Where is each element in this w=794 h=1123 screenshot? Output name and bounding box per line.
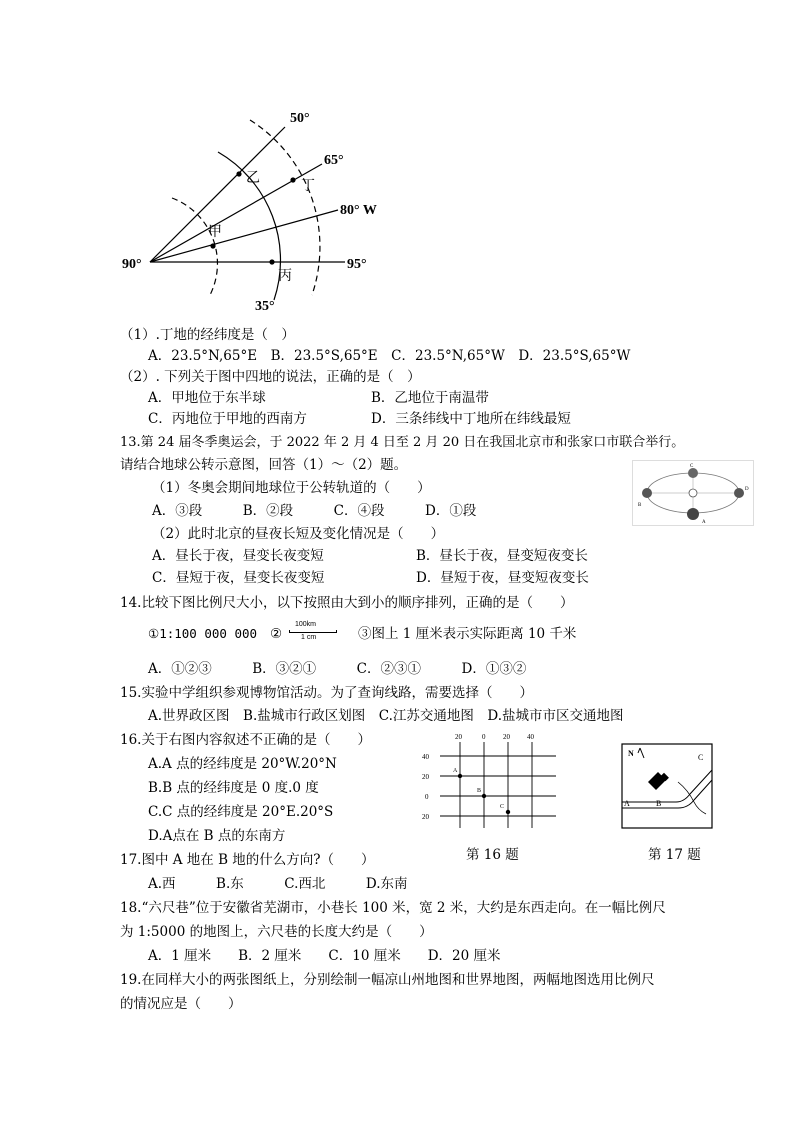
point-yi <box>236 171 241 176</box>
label-ding: 丁 <box>301 179 315 194</box>
caption-q16: 第 16 题 <box>466 847 519 863</box>
earth-orbit-diagram <box>632 460 754 526</box>
label-50: 50° <box>290 111 310 126</box>
scale-bottom-label: 1 cm <box>301 634 317 641</box>
label-95: 95° <box>347 257 367 272</box>
q11-sub2-option-d: D．三条纬线中丁地所在纬线最短 <box>371 411 571 427</box>
label-35: 35° <box>255 299 275 314</box>
q15-options: A.世界政区图 B.盐城市行政区划图 C.江苏交通地图 D.盐城市市区交通地图 <box>148 708 624 724</box>
q13-stem-line2: 请结合地球公转示意图，回答（1）～（2）题。 <box>120 457 408 473</box>
label-bing: 丙 <box>278 269 292 284</box>
q16-stem: 16.关于右图内容叙述不正确的是（ ） <box>120 732 371 748</box>
q18-options: A．1 厘米 B．2 厘米 C．10 厘米 D．20 厘米 <box>148 948 501 964</box>
q11-sub2-option-b: B．乙地位于南温带 <box>371 390 489 406</box>
q14-item3: ③图上 1 厘米表示实际距离 10 千米 <box>358 626 577 642</box>
line-scale-bar <box>285 621 341 643</box>
q14-item2-number: ② <box>270 626 283 642</box>
grid-left-label-4: 20 <box>422 813 429 821</box>
q14-options: A．①②③ B．③②① C．②③① D．①③② <box>148 661 527 677</box>
ray-65 <box>150 164 322 262</box>
q19-line1: 19.在同样大小的两张图纸上，分别绘制一幅凉山州地图和世界地图，两幅地图选用比例尺 <box>120 972 655 988</box>
q13-sub2-option-a: A．昼长于夜，昼变长夜变短 <box>152 548 324 564</box>
q11-sub2-option-c: C．丙地位于甲地的西南方 <box>148 411 307 427</box>
q18-line1: 18.“六尺巷”位于安徽省芜湖市，小巷长 100 米，宽 2 米，大约是东西走向。在一幅比例尺 <box>120 900 666 916</box>
label-90: 90° <box>122 257 142 272</box>
earth-bottom <box>687 508 699 520</box>
grid-left-label-3: 0 <box>425 793 429 801</box>
grid-top-label-2: 0 <box>482 733 486 741</box>
q16-option-c: C.C 点的经纬度是 20°E.20°S <box>148 804 334 820</box>
q17-stem: 17.图中 A 地在 B 地的什么方向?（ ） <box>120 852 375 868</box>
label-65: 65° <box>324 153 344 168</box>
orbit-label-b: B <box>638 503 642 508</box>
ray-50 <box>150 127 285 262</box>
point-ding <box>290 177 295 182</box>
q19-line2: 的情况应是（ ） <box>120 996 242 1012</box>
ray-80 <box>150 210 338 262</box>
orbit-label-a: A <box>702 520 706 525</box>
label-jia: 甲 <box>208 225 222 240</box>
grid-top-label-4: 40 <box>527 733 534 741</box>
sun-icon <box>689 489 697 497</box>
grid-point-b <box>482 794 486 798</box>
q17-options: A.西 B.东 C.西北 D.东南 <box>148 876 408 892</box>
q11-sub1-stem: （1）.丁地的经纬度是（ ） <box>120 327 295 343</box>
grid-point-a <box>458 774 462 778</box>
q13-sub2-option-d: D．昼短于夜，昼变短夜变长 <box>416 570 589 586</box>
earth-left <box>642 488 652 498</box>
q13-sub2-option-b: B．昼长于夜，昼变短夜变长 <box>416 548 588 564</box>
q11-sub1-options: A．23.5°N,65°E B．23.5°S,65°E C．23.5°N,65°W D．23.5°S,65°W <box>148 348 631 364</box>
grid-label-b: B <box>477 788 482 794</box>
grid-top-label-1: 20 <box>455 733 462 741</box>
q11-sub2-stem: （2）. 下列关于图中四地的说法，正确的是（ ） <box>120 369 421 385</box>
q18-line2: 为 1:5000 的地图上，六尺巷的长度大约是（ ） <box>120 924 433 940</box>
scale-top-label: 100km <box>295 621 317 628</box>
map-q17 <box>618 742 718 832</box>
north-label: N <box>628 749 634 758</box>
caption-q17: 第 17 题 <box>648 847 701 863</box>
q15-stem: 15.实验中学组织参观博物馆活动。为了查询线路，需要选择（ ） <box>120 685 533 701</box>
grid-map-q16 <box>418 730 568 835</box>
grid-label-a: A <box>453 768 458 774</box>
point-jia <box>210 243 215 248</box>
lat-lon-sector-diagram <box>110 100 400 320</box>
earth-right <box>734 488 744 498</box>
q14-stem: 14.比较下图比例尺大小，以下按照由大到小的顺序排列，正确的是（ ） <box>120 595 574 611</box>
q11-sub2-option-a: A．甲地位于东半球 <box>148 390 266 406</box>
map-label-a: A <box>624 799 630 808</box>
label-80w: 80° W <box>340 203 377 218</box>
orbit-label-c: C <box>690 464 694 469</box>
grid-left-label-1: 40 <box>422 753 429 761</box>
grid-label-c: C <box>500 804 505 810</box>
q13-sub2-stem: （2）此时北京的昼夜长短及变化情况是（ ） <box>152 526 445 542</box>
q13-sub1-options: A．③段 B．②段 C．④段 D．①段 <box>152 503 477 519</box>
q16-option-b: B.B 点的经纬度是 0 度.0 度 <box>148 780 319 796</box>
grid-top-label-3: 20 <box>503 733 510 741</box>
grid-point-c <box>506 810 510 814</box>
earth-top <box>688 468 698 478</box>
map-label-b: B <box>656 799 662 808</box>
q13-sub2-option-c: C．昼短于夜，昼变长夜变短 <box>152 570 325 586</box>
label-yi: 乙 <box>246 171 260 186</box>
q13-stem-line1: 13.第 24 届冬季奥运会，于 2022 年 2 月 4 日至 2 月 20 日在我国北京市和张家口市联合举行。 <box>120 435 685 450</box>
q14-item1: ①1:100 000 000 <box>148 626 258 641</box>
q13-sub1-stem: （1）冬奥会期间地球位于公转轨道的（ ） <box>152 480 431 496</box>
point-bing <box>269 259 274 264</box>
grid-left-label-2: 20 <box>422 773 429 781</box>
orbit-label-d: D <box>745 487 749 492</box>
q16-option-d: D.A点在 B 点的东南方 <box>148 828 286 844</box>
q16-option-a: A.A 点的经纬度是 20°W.20°N <box>148 756 337 772</box>
map-label-c: C <box>698 753 704 762</box>
